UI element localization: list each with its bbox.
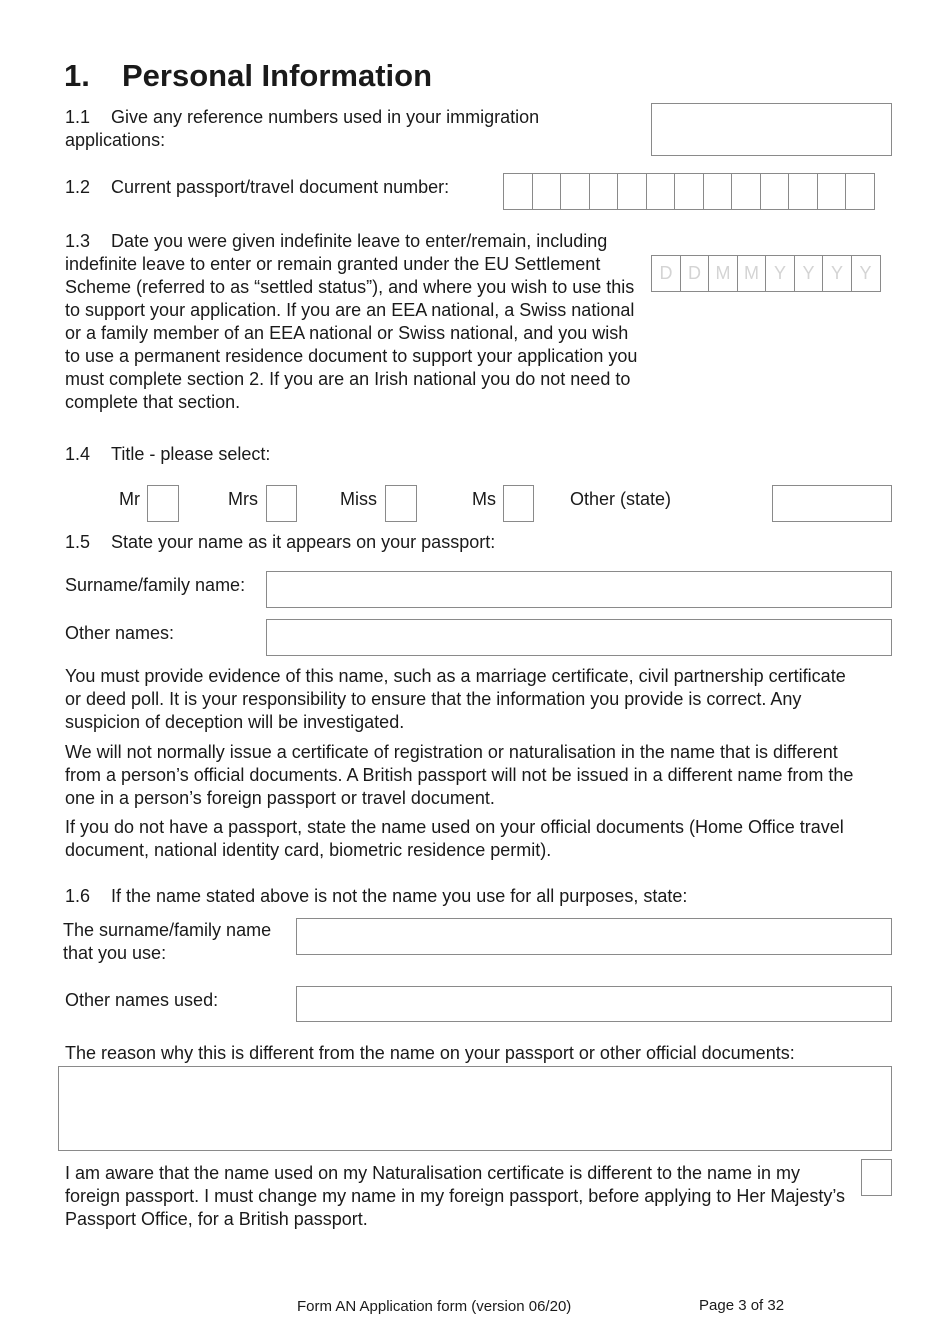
question-1-4 — [65, 443, 270, 466]
question-number: 1.1 — [65, 107, 91, 127]
passport-digit-cell[interactable] — [646, 173, 676, 210]
date-year-cell[interactable]: Y — [851, 255, 881, 292]
section-title: Personal Information — [122, 58, 433, 93]
question-1-1 — [65, 106, 625, 152]
declaration-text: I am aware that the name used on my Naturalisation certificate is different to the name in my foreign passport. I must change my name in my foreign passport, before applying to Her Majesty’s Passport Office, for a British passport. — [65, 1163, 846, 1229]
footer-page-number: Page 3 of 32 — [699, 1297, 785, 1314]
evidence-paragraph: You must provide evidence of this name, such as a marriage certificate, civil partnership certificate or deed poll. It is your responsibility to ensure that the information you provide is correct. Any suspicion of deception will be investigated. — [65, 666, 846, 732]
page-title — [64, 58, 432, 94]
other-names-used-field[interactable] — [296, 986, 892, 1022]
question-text: Current passport/travel document number: — [111, 177, 450, 197]
section-number: 1. — [64, 58, 90, 93]
passport-digit-cell[interactable] — [731, 173, 761, 210]
question-number: 1.4 — [65, 444, 91, 464]
passport-digit-cell[interactable] — [589, 173, 619, 210]
question-1-5 — [65, 531, 495, 554]
date-day-cell[interactable]: D — [651, 255, 681, 292]
surname-used-field[interactable] — [296, 918, 892, 955]
passport-digit-cell[interactable] — [674, 173, 704, 210]
question-number: 1.5 — [65, 532, 91, 552]
question-text: Title - please select: — [111, 444, 271, 464]
passport-digit-cell[interactable] — [703, 173, 733, 210]
passport-digit-cell[interactable] — [503, 173, 533, 210]
other-names-label: Other names: — [65, 623, 175, 643]
date-year-cell[interactable]: Y — [794, 255, 824, 292]
question-number: 1.2 — [65, 177, 91, 197]
passport-digit-cell[interactable] — [560, 173, 590, 210]
reason-field[interactable] — [58, 1066, 892, 1151]
passport-digit-cell[interactable] — [817, 173, 847, 210]
reason-label: The reason why this is different from the name on your passport or other official documents: — [65, 1043, 795, 1063]
surname-label: Surname/family name: — [65, 575, 246, 595]
other-names-used-label: Other names used: — [65, 990, 219, 1010]
surname-used-label: The surname/family name that you use: — [63, 920, 272, 963]
other-names-field[interactable] — [266, 619, 892, 656]
footer-form-name: Form AN Application form (version 06/20) — [297, 1298, 572, 1315]
question-number: 1.6 — [65, 886, 91, 906]
title-mr-checkbox[interactable] — [147, 485, 179, 522]
title-ms-label: Ms — [472, 489, 496, 509]
passport-digit-cell[interactable] — [532, 173, 562, 210]
surname-field[interactable] — [266, 571, 892, 608]
title-ms-checkbox[interactable] — [503, 485, 534, 522]
declaration-checkbox[interactable] — [861, 1159, 892, 1196]
passport-digit-cell[interactable] — [760, 173, 790, 210]
passport-digit-cell[interactable] — [788, 173, 818, 210]
title-mrs-label: Mrs — [228, 489, 258, 509]
question-text: Date you were given indefinite leave to enter/remain, including indefinite leave to enter or remain granted under the EU Settlement Scheme (referred to as “settled status”), and where you wish to use this to support your application. If you are an EEA national, a Swiss national or a family member of an EEA national or Swiss national, and you wish to use a permanent residence document to support your application you must complete section 2. If you are an Irish national you do not need to complete that section. — [65, 231, 638, 412]
question-1-3 — [65, 230, 645, 414]
date-day-cell[interactable]: D — [680, 255, 710, 292]
passport-number-field[interactable] — [503, 173, 874, 210]
title-mr-label: Mr — [119, 489, 140, 509]
title-other-field[interactable] — [772, 485, 892, 522]
date-year-cell[interactable]: Y — [765, 255, 795, 292]
title-mrs-checkbox[interactable] — [266, 485, 297, 522]
title-other-label: Other (state) — [570, 489, 672, 509]
date-month-cell[interactable]: M — [737, 255, 767, 292]
question-text: If the name stated above is not the name you use for all purposes, state: — [111, 886, 688, 906]
question-number: 1.3 — [65, 231, 91, 251]
title-miss-checkbox[interactable] — [385, 485, 417, 522]
title-miss-label: Miss — [340, 489, 377, 509]
reference-numbers-field[interactable] — [651, 103, 892, 156]
date-month-cell[interactable]: M — [708, 255, 738, 292]
question-1-6 — [65, 885, 687, 908]
passport-digit-cell[interactable] — [845, 173, 875, 210]
ilr-date-field[interactable] — [651, 255, 879, 292]
passport-digit-cell[interactable] — [617, 173, 647, 210]
no-passport-paragraph: If you do not have a passport, state the name used on your official documents (Home Office travel document, national identity card, biometric residence permit). — [65, 817, 844, 860]
question-text: Give any reference numbers used in your immigration applications: — [65, 107, 540, 150]
documents-paragraph: We will not normally issue a certificate of registration or naturalisation in the name that is different from a person’s official documents. A British passport will not be issued in a different name from the one in a person’s foreign passport or travel document. — [65, 742, 854, 808]
date-year-cell[interactable]: Y — [822, 255, 852, 292]
question-text: State your name as it appears on your passport: — [111, 532, 496, 552]
question-1-2 — [65, 176, 495, 199]
